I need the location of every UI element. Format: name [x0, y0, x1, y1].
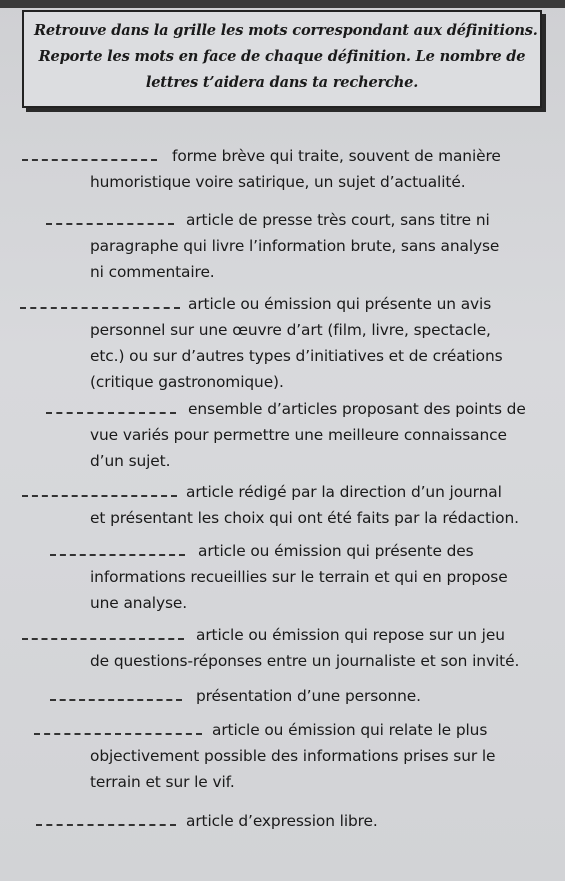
definition-line: forme brève qui traite, souvent de manière	[172, 147, 501, 165]
definition-line: paragraphe qui livre l’information brute, sans analyse	[90, 237, 500, 255]
definition-line: article d’expression libre.	[186, 812, 378, 830]
definition-line: article ou émission qui relate le plus	[212, 721, 488, 739]
definition-line: humoristique voire satirique, un sujet d’actualité.	[90, 173, 466, 191]
answer-blank[interactable]	[34, 733, 202, 735]
definition-line: ni commentaire.	[90, 263, 215, 281]
answer-blank[interactable]	[22, 159, 157, 161]
definition-line: article ou émission qui repose sur un jeu	[196, 626, 505, 644]
definition-line: personnel sur une œuvre d’art (film, livre, spectacle,	[90, 321, 491, 339]
instruction-line-1: Retrouve dans la grille les mots correspondant aux définitions.	[34, 22, 538, 39]
instruction-box	[22, 10, 542, 108]
definition-line: et présentant les choix qui ont été faits par la rédaction.	[90, 509, 519, 527]
answer-blank[interactable]	[50, 699, 182, 701]
definition-line: informations recueillies sur le terrain et qui en propose	[90, 568, 508, 586]
definition-line: terrain et sur le vif.	[90, 773, 235, 791]
definition-line: article ou émission qui présente des	[198, 542, 474, 560]
answer-blank[interactable]	[46, 223, 174, 225]
instruction-line-3: lettres t’aidera dans ta recherche.	[145, 74, 419, 91]
definition-line: de questions-réponses entre un journaliste et son invité.	[90, 652, 520, 670]
definition-line: etc.) ou sur d’autres types d’initiatives et de créations	[90, 347, 503, 365]
answer-blank[interactable]	[36, 824, 176, 826]
definition-line: une analyse.	[90, 594, 188, 612]
definition-line: article de presse très court, sans titre ni	[186, 211, 490, 229]
definition-line: article ou émission qui présente un avis	[188, 295, 492, 313]
definition-line: article rédigé par la direction d’un journal	[186, 483, 502, 501]
instruction-line-2: Reporte les mots en face de chaque définition. Le nombre de	[38, 48, 526, 65]
answer-blank[interactable]	[46, 412, 176, 414]
answer-blank[interactable]	[22, 638, 184, 640]
answer-blank[interactable]	[20, 307, 180, 309]
definition-line: objectivement possible des informations prises sur le	[90, 747, 496, 765]
definition-line: (critique gastronomique).	[90, 373, 284, 391]
definition-line: ensemble d’articles proposant des points de	[188, 400, 526, 418]
answer-blank[interactable]	[22, 495, 177, 497]
definition-line: d’un sujet.	[90, 452, 171, 470]
definition-line: présentation d’une personne.	[196, 687, 421, 705]
definition-line: vue variés pour permettre une meilleure connaissance	[90, 426, 507, 444]
answer-blank[interactable]	[50, 554, 185, 556]
page-top-edge	[0, 0, 565, 8]
